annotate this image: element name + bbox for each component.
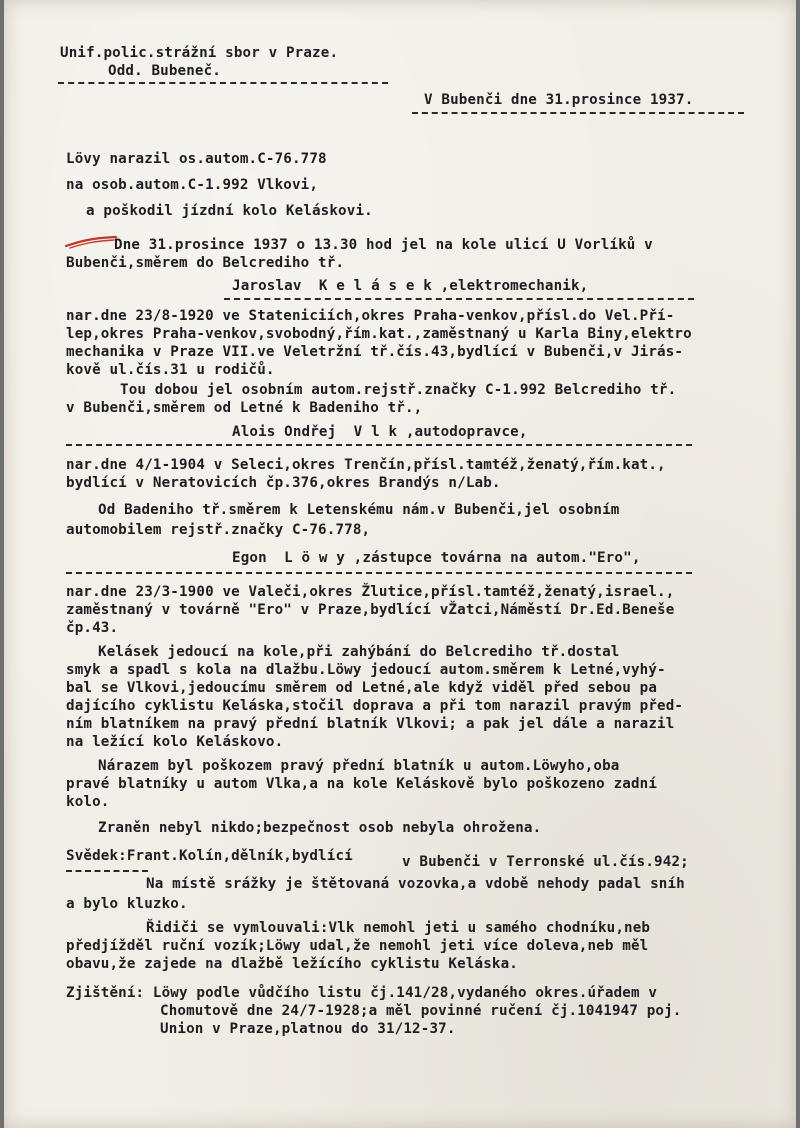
body-line: mechanika v Praze VII.ve Veletržní tř.čís.43,bydlící v Bubenči,v Jirás- (66, 344, 684, 360)
body-line: ním blatníkem na pravý přední blatník Vlkovi; a pak jel dále a narazil (66, 716, 675, 732)
findings-line: Union v Praze,platnou do 31/12-37. (160, 1021, 456, 1037)
body-line: nar.dne 23/3-1900 ve Valeči,okres Žlutice,přísl.tamtéž,ženatý,israel., (66, 584, 675, 600)
body-line: kolo. (66, 794, 110, 810)
header-divider (58, 82, 388, 84)
body-line: Zraněn nebyl nikdo;bezpečnost osob nebyla ohrožena. (98, 820, 542, 836)
body-line: Od Badeniho tř.směrem k Letenskému nám.v Bubenči,jel osobním (98, 502, 620, 518)
body-line: smyk a spadl s kola na dlažbu.Löwy jedoucí autom.směrem k Letné,vyhý- (66, 662, 666, 678)
body-line: Tou dobou jel osobním autom.rejstř.značky C-1.992 Belcrediho tř. (120, 382, 677, 398)
document-page (4, 0, 796, 1128)
body-line: kově ul.čís.31 u rodičů. (66, 362, 275, 378)
person-heading-lowy: Egon L ö w y ,zástupce továrna na autom."Ero", (232, 550, 641, 566)
witness-line: Svědek:Frant.Kolín,dělník,bydlící (66, 848, 353, 864)
body-line: v Bubenči,směrem od Letné k Badeniho tř., (66, 400, 423, 416)
body-line: automobilem rejstř.značky C-76.778, (66, 522, 371, 538)
body-line: obavu,že zajede na dlažbě ležícího cyklistu Keláska. (66, 956, 518, 972)
witness-divider (66, 870, 148, 872)
person-divider (224, 298, 694, 300)
person-heading-vlk: Alois Ondřej V l k ,autodopravce, (232, 424, 528, 440)
person-divider (66, 444, 692, 446)
findings-line: Chomutově dne 24/7-1928;a měl povinné ručení čj.1041947 poj. (160, 1003, 682, 1019)
body-line: lep,okres Praha-venkov,svobodný,řím.kat.,zaměstnaný u Karla Biny,elektro (66, 326, 692, 342)
witness-address: v Bubenči v Terronské ul.čís.942; (402, 854, 689, 870)
body-line: pravé blatníky u autom Vlka,a na kole Keláskově bylo poškozeno zadní (66, 776, 658, 792)
body-line: Bubenči,směrem do Belcrediho tř. (66, 255, 345, 271)
subject-line: Lövy narazil os.autom.C-76.778 (66, 151, 327, 167)
subject-line: na osob.autom.C-1.992 Vlkovi, (66, 177, 319, 193)
department-heading: Odd. Bubeneč. (108, 63, 221, 79)
body-line: nar.dne 23/8-1920 ve Stateniciích,okres Praha-venkov,přísl.do Vel.Pří- (66, 308, 675, 324)
body-line: na ležící kolo Keláskovo. (66, 734, 284, 750)
body-line: Dne 31.prosince 1937 o 13.30 hod jel na kole ulicí U Vorlíků v (114, 237, 653, 253)
dateline: V Bubenči dne 31.prosince 1937. (424, 92, 694, 108)
body-line: Na místě srážky je štětovaná vozovka,a vdobě nehody padal sníh (146, 876, 685, 892)
person-heading-kelasek: Jaroslav K e l á s e k ,elektromechanik, (232, 278, 589, 294)
body-line: čp.43. (66, 620, 119, 636)
unit-heading: Unif.polic.strážní sbor v Praze. (60, 45, 339, 61)
dateline-divider (412, 112, 744, 114)
body-line: dajícího cyklistu Keláska,stočil doprava a při tom narazil pravým před- (66, 698, 684, 714)
body-line: nar.dne 4/1-1904 v Seleci,okres Trenčín,přísl.tamtéž,ženatý,řím.kat., (66, 457, 666, 473)
body-line: bal se Vlkovi,jedoucímu směrem od Letné,ale když viděl před sebou pa (66, 680, 658, 696)
findings-line: Zjištění: Löwy podle vůdčího listu čj.141/28,vydaného okres.úřadem v (66, 985, 658, 1001)
body-line: předjížděl ruční vozík;Löwy udal,že nemohl jeti více doleva,neb měl (66, 938, 649, 954)
body-line: Řidiči se vymlouvali:Vlk nemohl jeti u samého chodníku,neb (146, 920, 651, 936)
person-divider (66, 572, 692, 574)
body-line: a bylo kluzko. (66, 896, 188, 912)
body-line: bydlící v Neratovicích čp.376,okres Brandýs n/Lab. (66, 475, 501, 491)
subject-line: a poškodil jízdní kolo Keláskovi. (86, 203, 373, 219)
body-line: Kelásek jedoucí na kole,při zahýbání do Belcrediho tř.dostal (98, 644, 620, 660)
body-line: Nárazem byl poškozem pravý přední blatník u autom.Löwyho,oba (98, 758, 620, 774)
body-line: zaměstnaný v továrně "Ero" v Praze,bydlící vŽatci,Náměstí Dr.Ed.Beneše (66, 602, 675, 618)
